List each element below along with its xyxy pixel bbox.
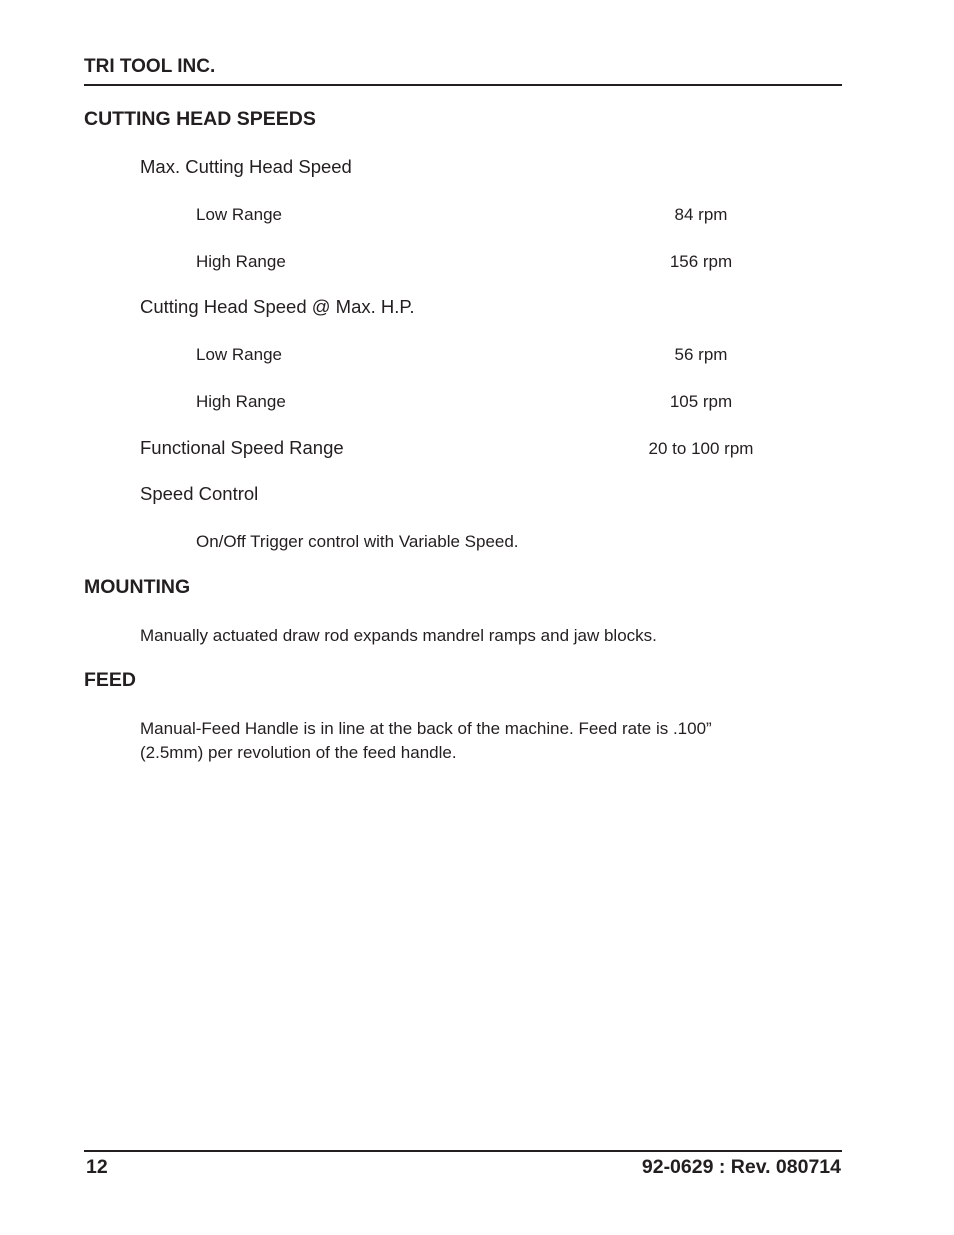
- max-speed-low-range-value: 84 rpm: [674, 205, 728, 224]
- page-number: 12: [86, 1156, 108, 1178]
- document-revision: 92-0629 : Rev. 080714: [641, 1156, 841, 1178]
- feed-text-line-2: (2.5mm) per revolution of the feed handle.: [140, 743, 457, 762]
- section-title-mounting: MOUNTING: [84, 576, 191, 598]
- speed-at-max-hp-label: Cutting Head Speed @ Max. H.P.: [140, 296, 415, 317]
- max-speed-high-range-value: 156 rpm: [669, 252, 733, 271]
- header-rule: [84, 84, 842, 86]
- footer-rule: [84, 1150, 842, 1152]
- max-hp-low-range-value: 56 rpm: [674, 345, 728, 364]
- max-speed-low-range-label: Low Range: [196, 205, 283, 224]
- section-title-cutting-head-speeds: CUTTING HEAD SPEEDS: [84, 108, 316, 130]
- section-title-feed: FEED: [84, 669, 137, 691]
- functional-speed-range-label: Functional Speed Range: [140, 437, 344, 458]
- max-hp-low-range-label: Low Range: [196, 345, 283, 364]
- speed-control-text: On/Off Trigger control with Variable Speed.: [196, 532, 519, 551]
- company-name: TRI TOOL INC.: [84, 56, 216, 77]
- mounting-text: Manually actuated draw rod expands mandrel ramps and jaw blocks.: [140, 626, 657, 645]
- max-speed-high-range-label: High Range: [196, 252, 286, 271]
- max-hp-high-range-value: 105 rpm: [669, 392, 733, 411]
- feed-text-line-1: Manual-Feed Handle is in line at the back of the machine. Feed rate is .100”: [140, 719, 712, 738]
- functional-speed-range-value: 20 to 100 rpm: [648, 439, 754, 458]
- max-hp-high-range-label: High Range: [196, 392, 286, 411]
- max-cutting-head-speed-label: Max. Cutting Head Speed: [140, 156, 352, 177]
- speed-control-label: Speed Control: [140, 483, 259, 504]
